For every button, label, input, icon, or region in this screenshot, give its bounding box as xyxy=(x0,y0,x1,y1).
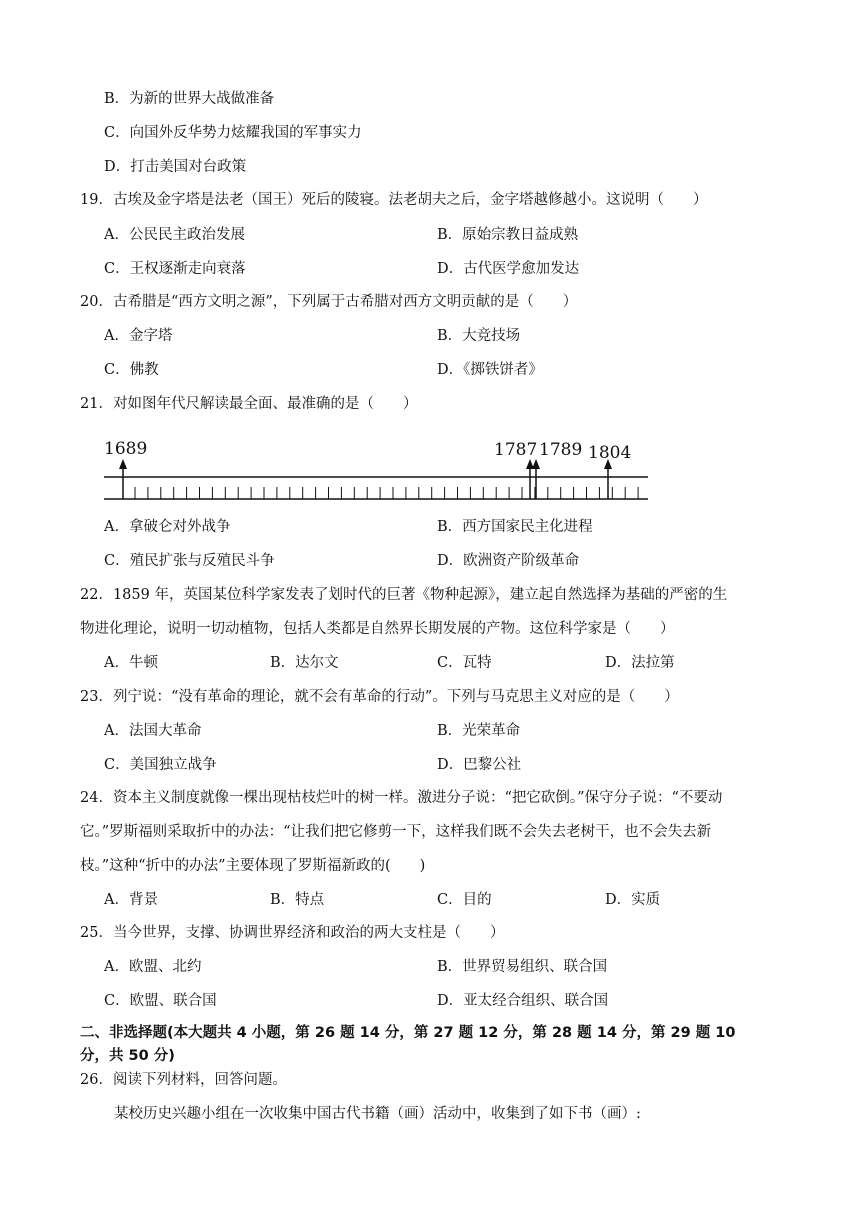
q21-option-b: B．西方国家民主化进程 xyxy=(437,519,593,535)
q24-option-b: B．特点 xyxy=(270,892,325,908)
q19-option-c: C．王权逐渐走向衰落 xyxy=(104,261,246,277)
timeline-label-1789: 1789 xyxy=(539,440,583,460)
q26-stem: 26．阅读下列材料，回答问题。 xyxy=(80,1072,287,1088)
q20-option-b: B．大竞技场 xyxy=(437,328,521,344)
q24-stem-line1: 24．资本主义制度就像一棵出现枯枝烂叶的树一样。激进分子说：“把它砍倒。”保守分子说：“不要动 xyxy=(80,790,723,806)
q21-option-c: C．殖民扩张与反殖民斗争 xyxy=(104,553,275,569)
q22-stem-line1: 22．1859 年，英国某位科学家发表了划时代的巨著《物种起源》，建立起自然选择为基础的严密的生 xyxy=(80,587,728,603)
section-2-heading-line1: 二、非选择题(本大题共 4 小题，第 26 题 14 分，第 27 题 12 分，第 28 题 14 分，第 29 题 10 xyxy=(80,1025,736,1041)
timeline-ruler xyxy=(98,428,658,508)
section-2-heading-line2: 分，共 50 分) xyxy=(80,1048,175,1064)
q22-stem-line2: 物进化理论，说明一切动植物，包括人类都是自然界长期发展的产物。这位科学家是（ ） xyxy=(80,621,675,637)
q21-option-a: A．拿破仑对外战争 xyxy=(104,519,231,535)
q26-material: 某校历史兴趣小组在一次收集中国古代书籍（画）活动中，收集到了如下书（画）: xyxy=(114,1106,641,1122)
q21-option-d: D．欧洲资产阶级革命 xyxy=(437,553,580,569)
q20-stem: 20．古希腊是“西方文明之源”，下列属于古希腊对西方文明贡献的是（ ） xyxy=(80,294,578,310)
q24-option-a: A．背景 xyxy=(104,892,158,908)
q20-option-a: A．金字塔 xyxy=(104,328,173,344)
q19-option-a: A．公民民主政治发展 xyxy=(104,227,245,243)
q23-option-b: B．光荣革命 xyxy=(437,723,521,739)
q22-option-a: A．牛顿 xyxy=(104,655,158,671)
q20-option-c: C．佛教 xyxy=(104,362,159,378)
timeline-arrow-1789 xyxy=(532,459,540,499)
timeline-arrow-1689 xyxy=(119,459,127,499)
q23-option-c: C．美国独立战争 xyxy=(104,757,217,773)
timeline-label-1689: 1689 xyxy=(104,439,148,459)
q24-stem-line3: 枝。”这种“折中的办法”主要体现了罗斯福新政的( ) xyxy=(80,858,426,874)
q25-stem: 25．当今世界，支撑、协调世界经济和政治的两大支柱是（ ） xyxy=(80,925,505,941)
timeline-ticks xyxy=(135,487,638,499)
q19-stem: 19．古埃及金字塔是法老（国王）死后的陵寝。法老胡夫之后，金字塔越修越小。这说明（ ） xyxy=(80,192,708,208)
timeline-label-1804: 1804 xyxy=(588,443,632,463)
q19-option-d: D．古代医学愈加发达 xyxy=(437,261,580,277)
q24-option-d: D．实质 xyxy=(605,892,661,908)
q18-option-b: B．为新的世界大战做准备 xyxy=(104,91,275,107)
q18-option-c: C．向国外反华势力炫耀我国的军事实力 xyxy=(104,125,362,141)
timeline-arrow-1804 xyxy=(604,459,612,499)
q25-option-a: A．欧盟、北约 xyxy=(104,959,202,975)
q18-option-d: D．打击美国对台政策 xyxy=(104,159,247,175)
q20-option-d: D．《掷铁饼者》 xyxy=(437,362,543,378)
q25-option-c: C．欧盟、联合国 xyxy=(104,993,217,1009)
q25-option-b: B．世界贸易组织、联合国 xyxy=(437,959,608,975)
q23-stem: 23．列宁说：“没有革命的理论，就不会有革命的行动”。下列与马克思主义对应的是（ ） xyxy=(80,689,679,705)
timeline-arrow-1787 xyxy=(526,459,534,499)
q24-option-c: C．目的 xyxy=(437,892,492,908)
q19-option-b: B．原始宗教日益成熟 xyxy=(437,227,579,243)
q23-option-a: A．法国大革命 xyxy=(104,723,202,739)
q21-stem: 21．对如图年代尺解读最全面、最准确的是（ ） xyxy=(80,396,418,412)
q22-option-c: C．瓦特 xyxy=(437,655,492,671)
q24-stem-line2: 它。”罗斯福则采取折中的办法：“让我们把它修剪一下，这样我们既不会失去老树干，也不会失去新 xyxy=(80,824,712,840)
q22-option-d: D．法拉第 xyxy=(605,655,675,671)
q23-option-d: D．巴黎公社 xyxy=(437,757,522,773)
q22-option-b: B．达尔文 xyxy=(270,655,339,671)
timeline-label-1787: 1787 xyxy=(494,440,538,460)
q25-option-d: D．亚太经合组织、联合国 xyxy=(437,993,609,1009)
